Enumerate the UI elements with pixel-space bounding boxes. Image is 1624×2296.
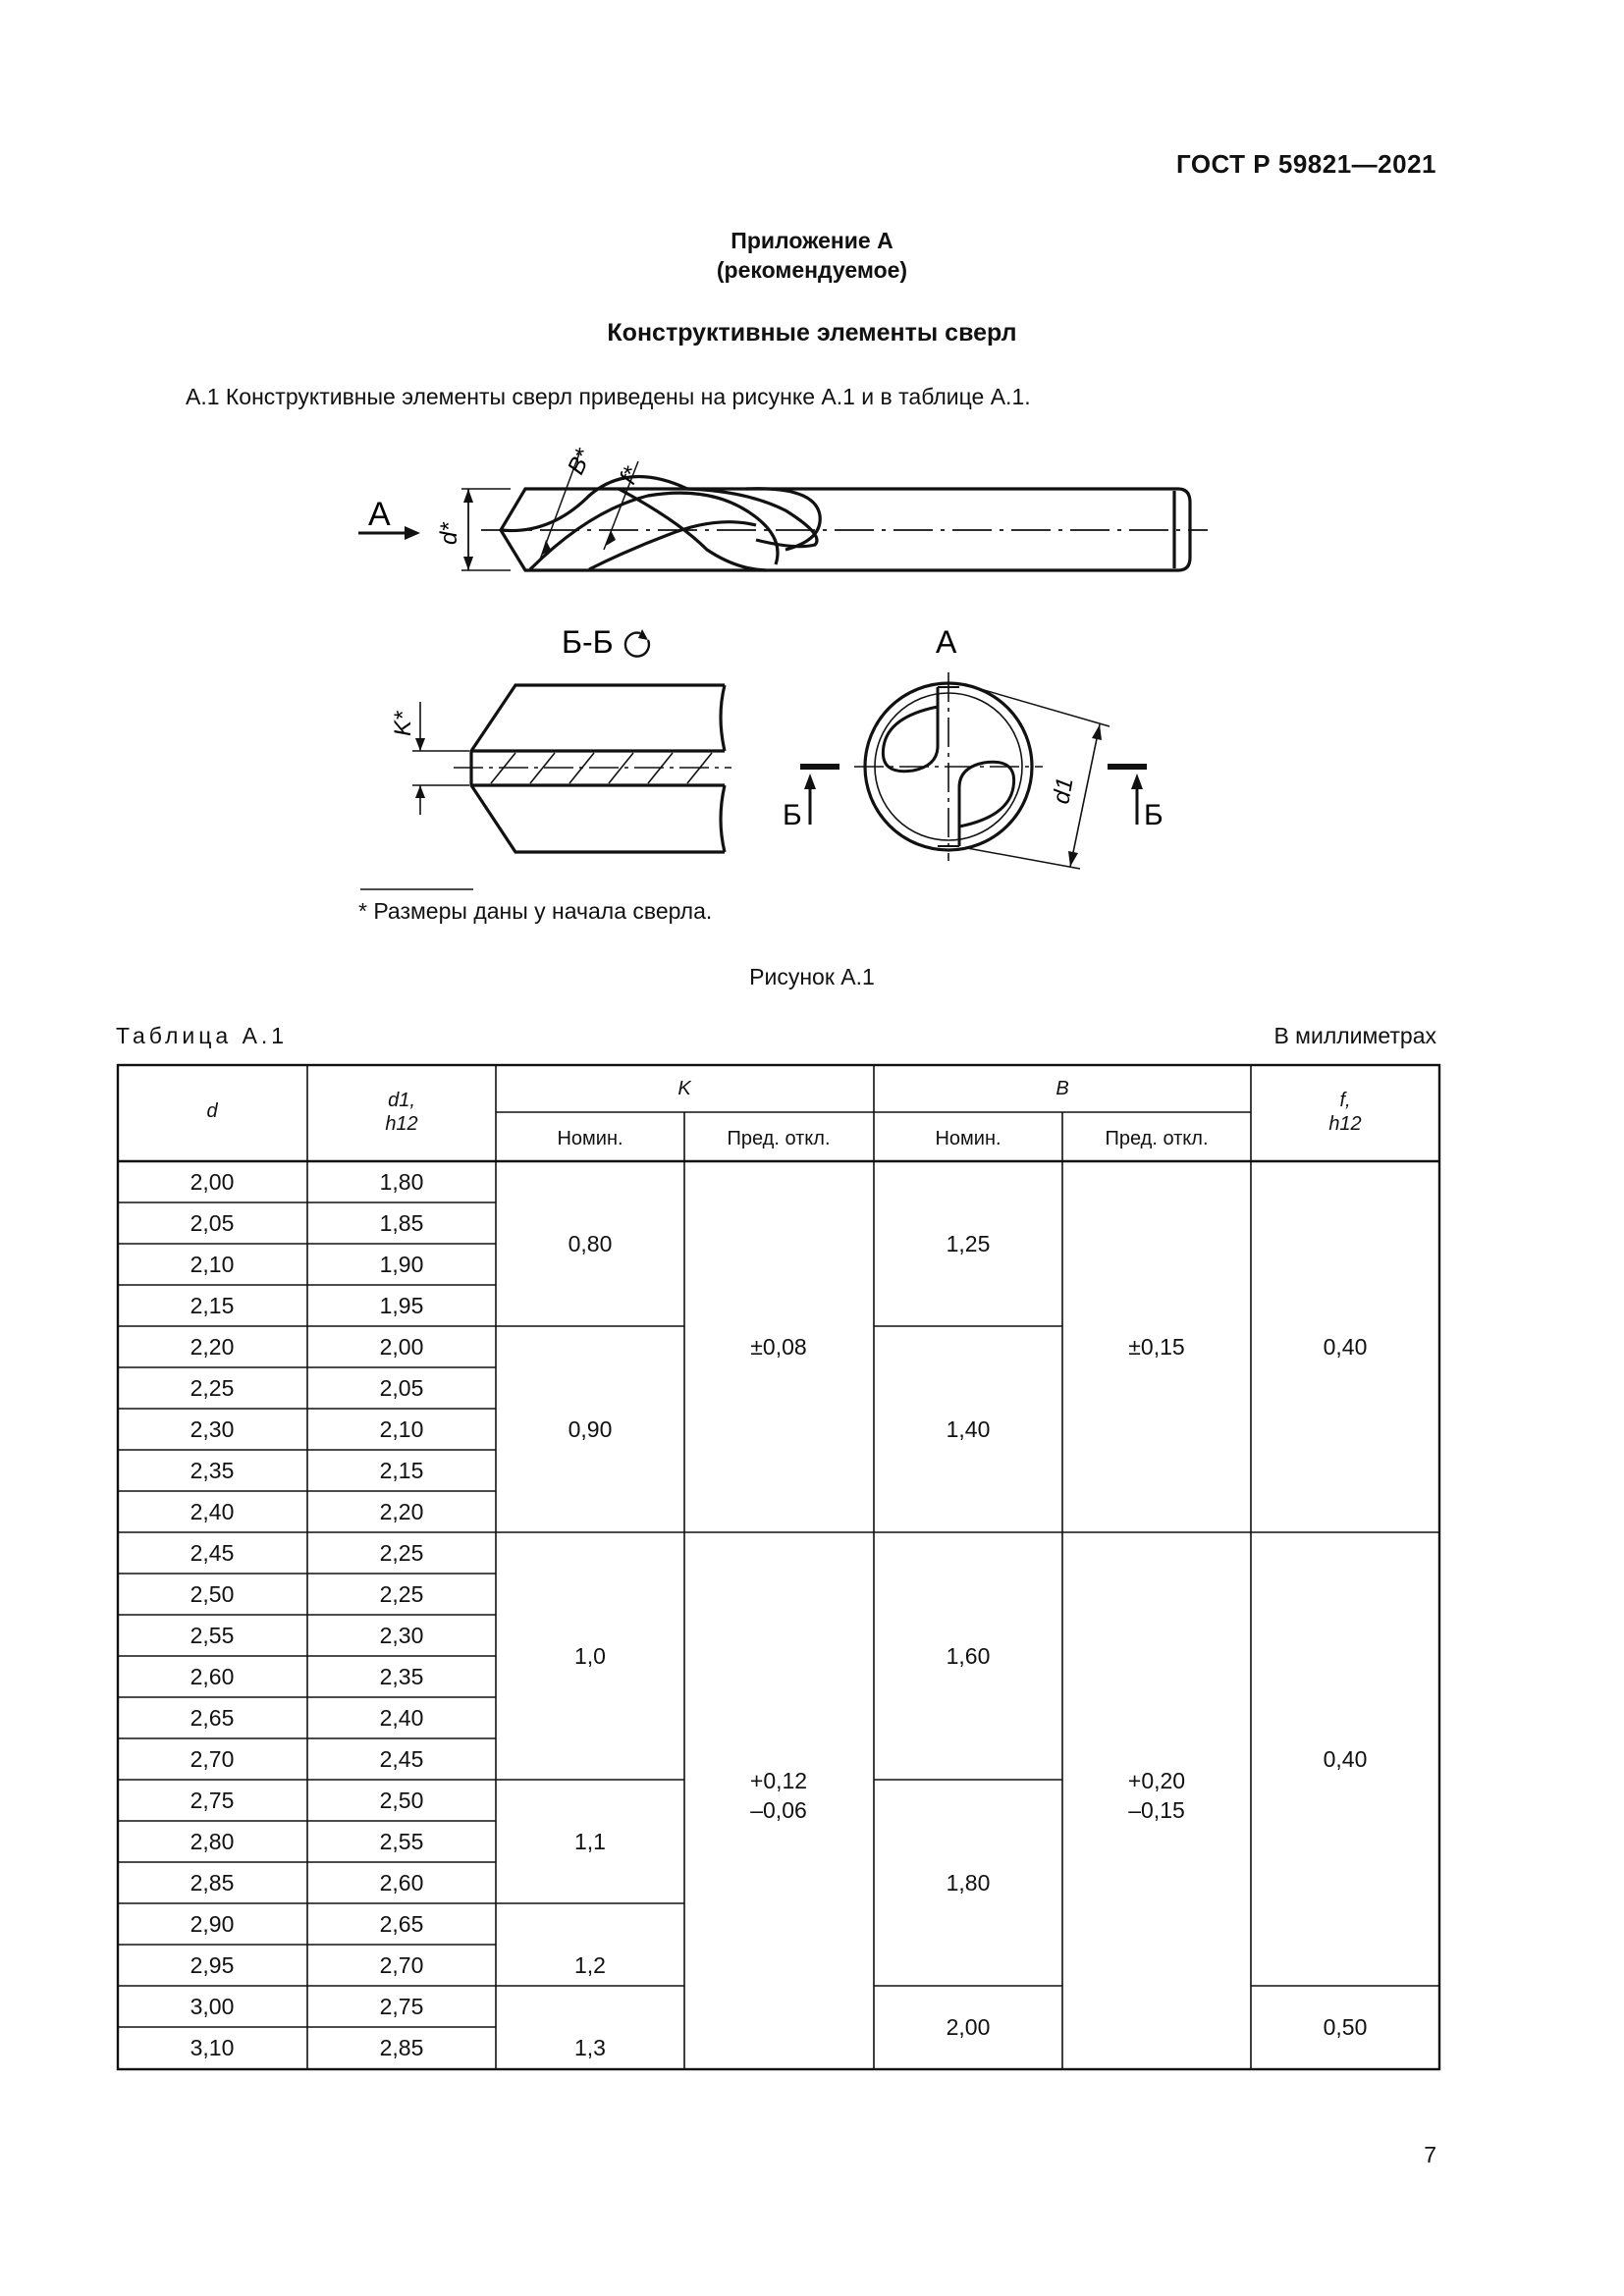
header-f-tol: h12 <box>1328 1113 1362 1135</box>
table-cell-d1: 1,90 <box>379 1252 424 1277</box>
table-cell-d: 2,00 <box>189 1169 235 1195</box>
view-arrow-label: А <box>368 496 391 533</box>
table-cell-d1: 2,40 <box>379 1705 424 1731</box>
view-title: А <box>936 624 957 660</box>
appendix-title: Приложение А <box>731 228 893 253</box>
k-dev-cell: +0,12 <box>749 1768 808 1793</box>
k-dev-cell: ±0,08 <box>750 1334 807 1360</box>
section-mark-right-label: Б <box>1144 799 1164 831</box>
table-cell-d1: 2,35 <box>379 1664 424 1689</box>
figure-footnote: * Размеры даны у начала сверла. <box>358 898 713 924</box>
header-d1: d1, <box>388 1090 415 1111</box>
f-cell: 0,40 <box>1323 1746 1368 1772</box>
k-nom-cell: 0,80 <box>568 1231 613 1256</box>
table-cell-d1: 2,25 <box>379 1581 424 1607</box>
header-B-dev: Пред. откл. <box>1105 1128 1209 1149</box>
table-cell-d: 2,20 <box>189 1334 235 1360</box>
table-cell-d: 2,05 <box>189 1210 235 1236</box>
table-cell-d1: 2,00 <box>379 1334 424 1360</box>
table-cell-d: 2,70 <box>189 1746 235 1772</box>
table-cell-d: 2,55 <box>189 1623 235 1648</box>
table-cell-d1: 2,20 <box>379 1499 424 1524</box>
table-cell-d1: 2,50 <box>379 1788 424 1813</box>
table-cell-d1: 1,80 <box>379 1169 424 1195</box>
table-cell-d1: 1,95 <box>379 1293 424 1318</box>
b-nom-cell: 1,60 <box>946 1643 991 1669</box>
header-K-dev: Пред. откл. <box>727 1128 831 1149</box>
table-cell-d: 2,10 <box>189 1252 235 1277</box>
table-cell-d: 2,30 <box>189 1416 235 1442</box>
k-dev-cell: –0,06 <box>750 1797 807 1823</box>
table-cell-d: 3,00 <box>189 1994 235 2019</box>
table-cell-d: 2,85 <box>189 1870 235 1896</box>
dim-f-label: f* <box>614 462 646 489</box>
b-nom-cell: 1,25 <box>946 1231 991 1256</box>
table-row-lines <box>118 1202 1439 2027</box>
table-cell-d: 2,80 <box>189 1829 235 1854</box>
table-cell-d1: 2,15 <box>379 1458 424 1483</box>
table-cell-d: 3,10 <box>189 2035 235 2060</box>
table-cell-d1: 1,85 <box>379 1210 424 1236</box>
table-cell-d: 2,75 <box>189 1788 235 1813</box>
table-cell-d1: 2,30 <box>379 1623 424 1648</box>
table-cell-d1: 2,25 <box>379 1540 424 1566</box>
k-nom-cell: 1,2 <box>574 1952 606 1978</box>
table-cell-d: 2,65 <box>189 1705 235 1731</box>
figure-caption: Рисунок А.1 <box>749 964 875 989</box>
intro-paragraph: А.1 Конструктивные элементы сверл приведены на рисунке А.1 и в таблице А.1. <box>186 384 1031 409</box>
f-cell: 0,50 <box>1323 2014 1368 2040</box>
header-d1-tol: h12 <box>385 1113 418 1135</box>
appendix-heading: Конструктивные элементы сверл <box>607 319 1017 347</box>
table-cell-d: 2,60 <box>189 1664 235 1689</box>
table-cell-d: 2,50 <box>189 1581 235 1607</box>
header-K: K <box>677 1078 691 1099</box>
table-cell-d1: 2,60 <box>379 1870 424 1896</box>
header-B-nom: Номин. <box>935 1128 1001 1149</box>
document-code: ГОСТ Р 59821—2021 <box>1175 149 1436 179</box>
header-d: d <box>206 1100 218 1122</box>
dim-K-label: K* <box>390 711 416 736</box>
table-cell-d1: 2,10 <box>379 1416 424 1442</box>
table-cell-d: 2,25 <box>189 1375 235 1401</box>
header-K-nom: Номин. <box>557 1128 623 1149</box>
table-cell-d1: 2,65 <box>379 1911 424 1937</box>
table-units: В миллиметрах <box>1273 1023 1436 1048</box>
table-cell-d1: 2,75 <box>379 1994 424 2019</box>
dim-d1-label: d1 <box>1048 775 1079 807</box>
b-dev-cell: –0,15 <box>1128 1797 1185 1823</box>
table-cell-d: 2,40 <box>189 1499 235 1524</box>
table-cell-d1: 2,45 <box>379 1746 424 1772</box>
appendix-status: (рекомендуемое) <box>716 257 908 283</box>
table-cell-d1: 2,55 <box>379 1829 424 1854</box>
header-f: f, <box>1339 1090 1351 1111</box>
f-cell: 0,40 <box>1323 1334 1368 1360</box>
section-mark-left-label: Б <box>783 799 802 831</box>
k-nom-cell: 0,90 <box>568 1416 613 1442</box>
b-nom-cell: 1,80 <box>946 1870 991 1896</box>
b-dev-cell: +0,20 <box>1127 1768 1186 1793</box>
table-cell-d1: 2,85 <box>379 2035 424 2060</box>
table-cell-d: 2,45 <box>189 1540 235 1566</box>
k-nom-cell: 1,1 <box>574 1829 606 1854</box>
table-grid <box>118 1065 1439 2069</box>
table-cell-d: 2,35 <box>189 1458 235 1483</box>
table-cell-d: 2,90 <box>189 1911 235 1937</box>
dim-d-label: d* <box>436 522 462 545</box>
b-nom-cell: 1,40 <box>946 1416 991 1442</box>
b-nom-cell: 2,00 <box>946 2014 991 2040</box>
page-number: 7 <box>1424 2142 1436 2167</box>
k-nom-cell: 1,3 <box>574 2035 606 2060</box>
k-nom-cell: 1,0 <box>574 1643 606 1669</box>
section-title: Б-Б <box>562 624 614 660</box>
header-B: B <box>1056 1078 1069 1099</box>
table-label: Таблица А.1 <box>116 1023 289 1048</box>
table-cell-d: 2,95 <box>189 1952 235 1978</box>
table-cell-d: 2,15 <box>189 1293 235 1318</box>
dim-B-label: B* <box>562 445 598 479</box>
table-cell-d1: 2,70 <box>379 1952 424 1978</box>
b-dev-cell: ±0,15 <box>1128 1334 1185 1360</box>
table-cell-d1: 2,05 <box>379 1375 424 1401</box>
